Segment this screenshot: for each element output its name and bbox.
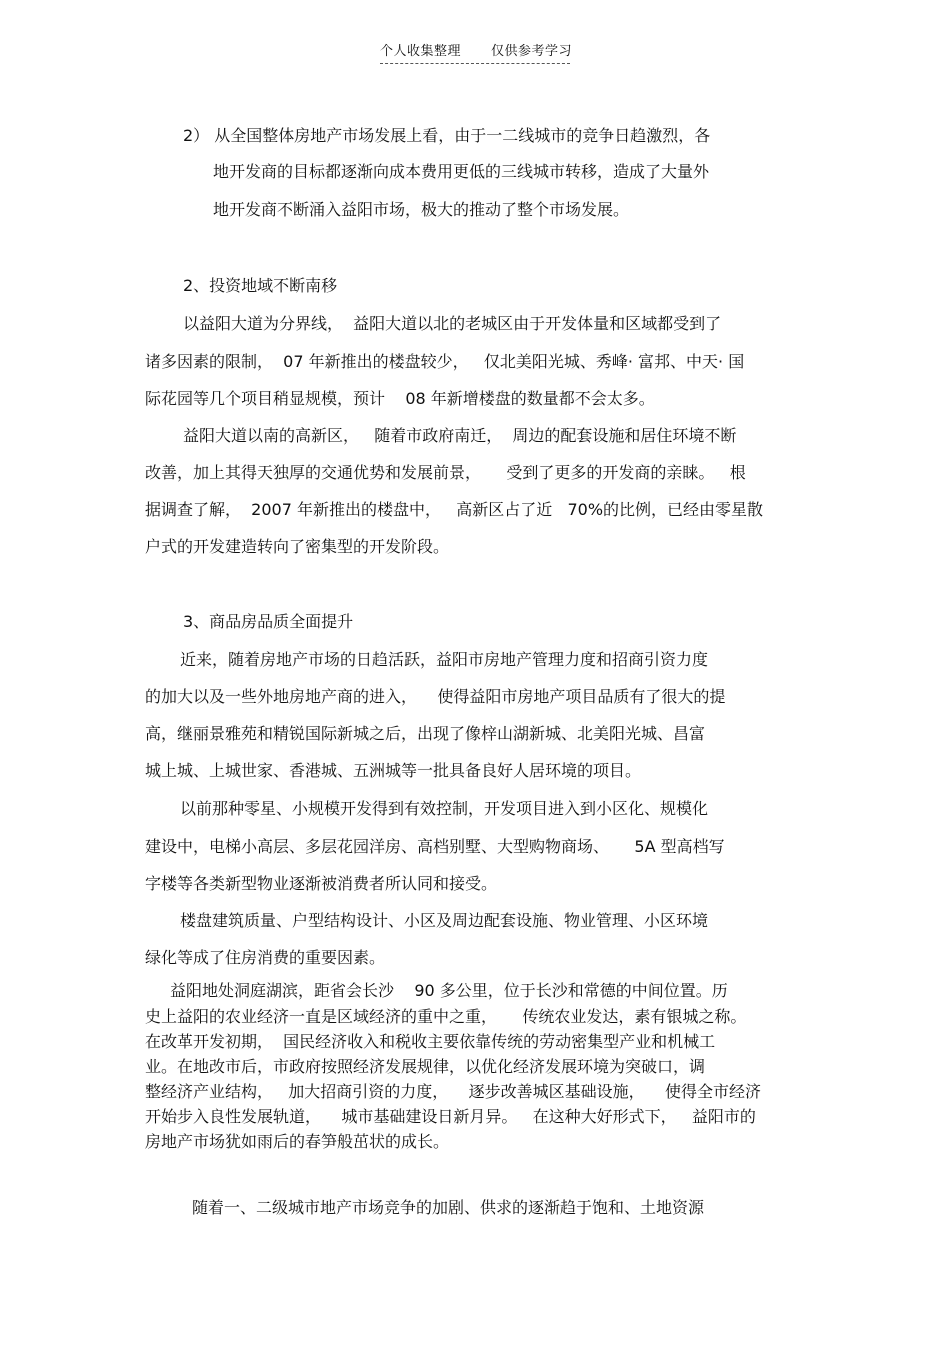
section2-p2-line-2: 改善，加上其得天独厚的交通优势和发展前景， 受到了更多的开发商的亲睐。 根 [145,463,746,482]
section3-p3-line-2: 绿化等成了住房消费的重要因素。 [145,948,386,967]
yiyang-line-1: 益阳地处洞庭湖滨，距省会长沙 90 多公里，位于长沙和常德的中间位置。历 [170,981,728,1000]
section3-p2-line-3: 字楼等各类新型物业逐渐被消费者所认同和接受。 [145,874,498,893]
section3-p1-line-2: 的加大以及一些外地房地产商的进入， 使得益阳市房地产项目品质有了很大的提 [145,687,726,706]
section3-p1-line-4: 城上城、上城世家、香港城、五洲城等一批具备良好人居环境的项目。 [145,761,642,780]
section2-p1-line-3: 际花园等几个项目稍显规模，预计 08 年新增楼盘的数量都不会太多。 [145,389,655,408]
section2-p1-line-2: 诸多因素的限制， 07 年新推出的楼盘较少， 仅北美阳光城、秀峰· 富邦、中天· 国 [145,352,745,371]
section2-heading: 2、投资地域不断南移 [183,276,338,295]
section3-heading: 3、商品房品质全面提升 [183,612,354,631]
last-line: 随着一、二级城市地产市场竞争的加剧、供求的逐渐趋于饱和、土地资源 [192,1198,705,1217]
section2-p2-line-1: 益阳大道以南的高新区， 随着市政府南迁， 周边的配套设施和居住环境不断 [183,426,737,445]
item2-line-1: 2） 从全国整体房地产市场发展上看，由于一二线城市的竞争日趋激烈，各 [183,126,711,145]
section2-p2-line-3: 据调查了解， 2007 年新推出的楼盘中， 高新区占了近 70%的比例，已经由零星散 [145,500,764,519]
header-left-text: 个人收集整理 [380,44,462,59]
section2-p2-line-4: 户式的开发建造转向了密集型的开发阶段。 [145,537,450,556]
item2-line-2: 地开发商的目标都逐渐向成本费用更低的三线城市转移，造成了大量外 [213,162,710,181]
yiyang-line-7: 房地产市场犹如雨后的春笋般茁状的成长。 [145,1132,450,1151]
yiyang-line-6: 开始步入良性发展轨道， 城市基础建设日新月异。 在这种大好形式下， 益阳市的 [145,1107,756,1126]
page-header [380,40,573,64]
section3-p3-line-1: 楼盘建筑质量、户型结构设计、小区及周边配套设施、物业管理、小区环境 [180,911,709,930]
yiyang-line-4: 业。在地改市后，市政府按照经济发展规律，以优化经济发展环境为突破口，调 [145,1057,706,1076]
section3-p1-line-1: 近来，随着房地产市场的日趋活跃，益阳市房地产管理力度和招商引资力度 [180,650,709,669]
yiyang-line-5: 整经济产业结构， 加大招商引资的力度， 逐步改善城区基础设施， 使得全市经济 [145,1082,761,1101]
header-right-text: 仅供参考学习 [491,44,573,59]
yiyang-line-3: 在改革开发初期， 国民经济收入和税收主要依靠传统的劳动密集型产业和机械工 [145,1032,716,1051]
section3-p2-line-1: 以前那种零星、小规模开发得到有效控制，开发项目进入到小区化、规模化 [180,799,709,818]
section3-p1-line-3: 高，继丽景雅苑和精锐国际新城之后，出现了像梓山湖新城、北美阳光城、昌富 [145,724,706,743]
item2-line-3: 地开发商不断涌入益阳市场，极大的推动了整个市场发展。 [213,200,630,219]
yiyang-line-2: 史上益阳的农业经济一直是区域经济的重中之重， 传统农业发达，素有银城之称。 [145,1007,747,1026]
section3-p2-line-2: 建设中，电梯小高层、多层花园洋房、高档别墅、大型购物商场、 5A 型高档写 [145,837,725,856]
section2-p1-line-1: 以益阳大道为分界线， 益阳大道以北的老城区由于开发体量和区域都受到了 [183,314,722,333]
